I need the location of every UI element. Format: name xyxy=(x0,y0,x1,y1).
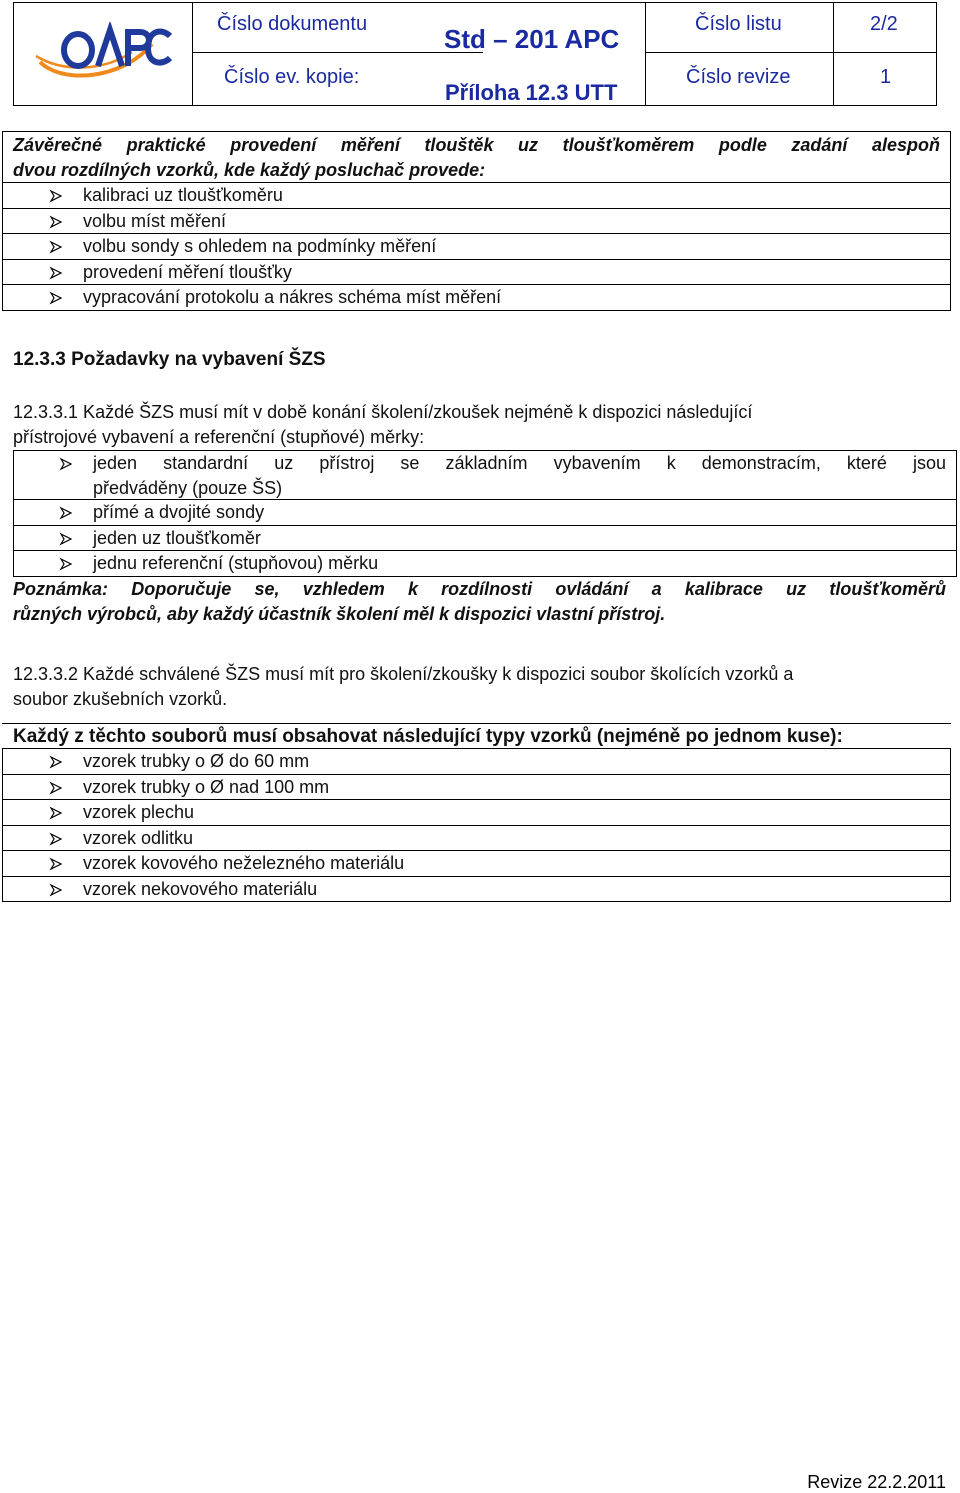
arrow-bullet-icon xyxy=(59,457,73,471)
standard-code: Std – 201 APC xyxy=(444,24,620,54)
arrow-bullet-icon xyxy=(49,755,63,769)
p2-line1: 12.3.3.2 Každé schválené ŠZS musí mít pro školení/zkoušky k dispozici soubor školících vzorků a xyxy=(13,664,794,684)
section-heading: 12.3.3 Požadavky na vybavení ŠZS xyxy=(13,349,326,370)
p2-heading: Každý z těchto souborů musí obsahovat následující typy vzorků (nejméně po jednom kuse): xyxy=(13,726,843,747)
copy-number-label: Číslo ev. kopie: xyxy=(224,66,360,88)
arrow-bullet-icon xyxy=(49,883,63,897)
arrow-bullet-icon xyxy=(59,506,73,520)
arrow-bullet-icon xyxy=(49,291,63,305)
p1-line2: přístrojové vybavení a referenční (stupňové) měrky: xyxy=(13,427,425,447)
arrow-bullet-icon xyxy=(49,857,63,871)
list-item: vypracování protokolu a nákres schéma míst měření xyxy=(83,287,502,307)
revision-value: 1 xyxy=(880,66,892,88)
arrow-bullet-icon xyxy=(59,557,73,571)
p1-item1-line2: předváděny (pouze ŠS) xyxy=(93,478,283,498)
list-item: provedení měření tloušťky xyxy=(83,261,292,282)
list-item: vzorek nekovového materiálu xyxy=(83,878,318,899)
revision-date: Revize 22.2.2011 xyxy=(807,1472,946,1492)
sheet-value: 2/2 xyxy=(870,13,898,35)
p1-item1-line1: jeden standardní uz přístroj se základním vybavením k demonstracím, které jsou xyxy=(93,453,946,473)
arrow-bullet-icon xyxy=(59,532,73,546)
arrow-bullet-icon xyxy=(49,781,63,795)
p2-line2: soubor zkušebních vzorků. xyxy=(13,689,228,709)
arrow-bullet-icon xyxy=(49,189,63,203)
list-item: vzorek trubky o Ø nad 100 mm xyxy=(83,776,330,797)
annex-title: Příloha 12.3 UTT xyxy=(445,80,618,105)
p1-note-line1: Poznámka: Doporučuje se, vzhledem k rozdílnosti ovládání a kalibrace uz tloušťkoměrů xyxy=(13,579,946,599)
sheet-label: Číslo listu xyxy=(695,13,782,35)
list-item: jednu referenční (stupňovou) měrku xyxy=(93,553,379,573)
p1-line1: 12.3.3.1 Každé ŠZS musí mít v době konání školení/zkoušek nejméně k dispozici následující xyxy=(13,402,753,422)
arrow-bullet-icon xyxy=(49,806,63,820)
list-item: vzorek trubky o Ø do 60 mm xyxy=(83,751,310,771)
list-item: vzorek plechu xyxy=(83,802,195,822)
list-item: volbu míst měření xyxy=(83,210,227,231)
apc-logo xyxy=(32,22,174,84)
list-item: volbu sondy s ohledem na podmínky měření xyxy=(83,236,437,256)
arrow-bullet-icon xyxy=(49,240,63,254)
list-item: vzorek odlitku xyxy=(83,827,194,848)
list-item: jeden uz tloušťkoměr xyxy=(93,527,261,548)
doc-number-label: Číslo dokumentu xyxy=(217,13,368,35)
practical-intro-line2: dvou rozdílných vzorků, kde každý posluchač provede: xyxy=(13,160,486,180)
p1-note-line2: různých výrobců, aby každý účastník školení měl k dispozici vlastní přístroj. xyxy=(13,604,666,624)
arrow-bullet-icon xyxy=(49,266,63,280)
practical-intro-line1: Závěrečné praktické provedení měření tlouštěk uz tloušťkoměrem podle zadání alespoň xyxy=(13,135,940,155)
list-item: kalibraci uz tloušťkoměru xyxy=(83,185,283,205)
arrow-bullet-icon xyxy=(49,832,63,846)
list-item: vzorek kovového neželezného materiálu xyxy=(83,853,405,873)
revision-label: Číslo revize xyxy=(686,66,791,88)
arrow-bullet-icon xyxy=(49,215,63,229)
list-item: přímé a dvojité sondy xyxy=(93,502,265,522)
